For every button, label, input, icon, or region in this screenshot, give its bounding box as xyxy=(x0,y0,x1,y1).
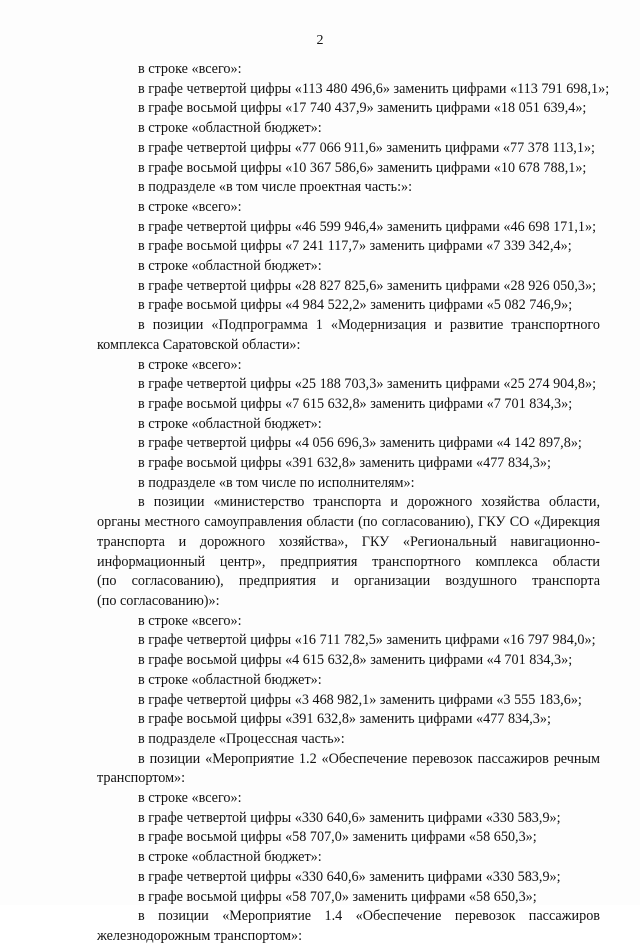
text-line: (по согласованию), предприятия и организации воздушного транспорта xyxy=(97,573,600,590)
text-line: в графе четвертой цифры «16 711 782,5» заменить цифрами «16 797 984,0»; xyxy=(138,632,596,649)
text-line: в строке «всего»: xyxy=(138,61,242,77)
text-line: в строке «областной бюджет»: xyxy=(138,415,322,432)
text-line: в графе восьмой цифры «17 740 437,9» заменить цифрами «18 051 639,4»; xyxy=(138,100,587,117)
text-line: (по согласованию)»: xyxy=(97,592,220,609)
document-body xyxy=(97,60,610,947)
text-line: в строке «областной бюджет»: xyxy=(138,849,322,866)
text-line: в строке «всего»: xyxy=(138,612,242,629)
text-line: в графе четвертой цифры «4 056 696,3» заменить цифрами «4 142 897,8»; xyxy=(138,435,582,452)
text-line: в позиции «Мероприятие 1.4 «Обеспечение перевозок пассажиров xyxy=(138,908,600,925)
text-line: информационный центр», предприятия транспортного комплекса области xyxy=(97,553,600,570)
text-line: в графе восьмой цифры «7 241 117,7» заменить цифрами «7 339 342,4»; xyxy=(138,238,572,255)
text-line: в графе четвертой цифры «46 599 946,4» заменить цифрами «46 698 171,1»; xyxy=(138,218,597,235)
text-line: в графе восьмой цифры «7 615 632,8» заменить цифрами «7 701 834,3»; xyxy=(138,395,573,412)
text-line: в графе четвертой цифры «330 640,6» заменить цифрами «330 583,9»; xyxy=(138,809,561,826)
text-line: в графе восьмой цифры «4 984 522,2» заменить цифрами «5 082 746,9»; xyxy=(138,297,573,314)
text-line: в позиции «Подпрограмма 1 «Модернизация и развитие транспортного xyxy=(138,317,600,334)
text-line: комплекса Саратовской области»: xyxy=(97,336,301,353)
text-line: в строке «всего»: xyxy=(138,356,242,373)
text-line: в строке «областной бюджет»: xyxy=(138,671,322,688)
text-line: транспорта и дорожного хозяйства», ГКУ «Региональный навигационно- xyxy=(97,533,600,550)
text-line: в графе восьмой цифры «58 707,0» заменить цифрами «58 650,3»; xyxy=(138,888,537,905)
text-line: в графе четвертой цифры «28 827 825,6» заменить цифрами «28 926 050,3»; xyxy=(138,277,597,294)
text-line: в графе четвертой цифры «25 188 703,3» заменить цифрами «25 274 904,8»; xyxy=(138,376,597,393)
text-line: железнодорожным транспортом»: xyxy=(97,927,303,944)
text-line: в графе четвертой цифры «77 066 911,6» заменить цифрами «77 378 113,1»; xyxy=(138,139,595,156)
text-line: в графе восьмой цифры «4 615 632,8» заменить цифрами «4 701 834,3»; xyxy=(138,652,573,669)
page-number: 2 xyxy=(316,33,324,48)
text-line: в подразделе «в том числе по исполнителям»: xyxy=(138,474,415,491)
text-line: в позиции «Мероприятие 1.2 «Обеспечение перевозок пассажиров речным xyxy=(138,750,600,767)
text-line: в графе четвертой цифры «113 480 496,6» заменить цифрами «113 791 698,1»; xyxy=(138,80,610,97)
text-line: органы местного самоуправления области (по согласованию), ГКУ СО «Дирекция xyxy=(97,514,600,531)
text-line: в графе восьмой цифры «58 707,0» заменить цифрами «58 650,3»; xyxy=(138,829,537,846)
text-line: в графе восьмой цифры «391 632,8» заменить цифрами «477 834,3»; xyxy=(138,711,551,728)
text-line: в графе восьмой цифры «10 367 586,6» заменить цифрами «10 678 788,1»; xyxy=(138,159,587,176)
text-line: в строке «областной бюджет»: xyxy=(138,258,322,275)
text-line: в строке «областной бюджет»: xyxy=(138,120,322,137)
text-line: в графе восьмой цифры «391 632,8» заменить цифрами «477 834,3»; xyxy=(138,455,551,472)
text-line: в позиции «министерство транспорта и дорожного хозяйства области, xyxy=(138,494,600,511)
text-line: в подразделе «Процессная часть»: xyxy=(138,730,345,747)
text-line: в подразделе «в том числе проектная часть:»: xyxy=(138,179,413,196)
text-line: транспортом»: xyxy=(97,770,186,787)
text-line: в графе четвертой цифры «330 640,6» заменить цифрами «330 583,9»; xyxy=(138,868,561,885)
text-line: в строке «всего»: xyxy=(138,198,242,215)
text-line: в графе четвертой цифры «3 468 982,1» заменить цифрами «3 555 183,6»; xyxy=(138,691,582,708)
text-line: в строке «всего»: xyxy=(138,790,242,807)
